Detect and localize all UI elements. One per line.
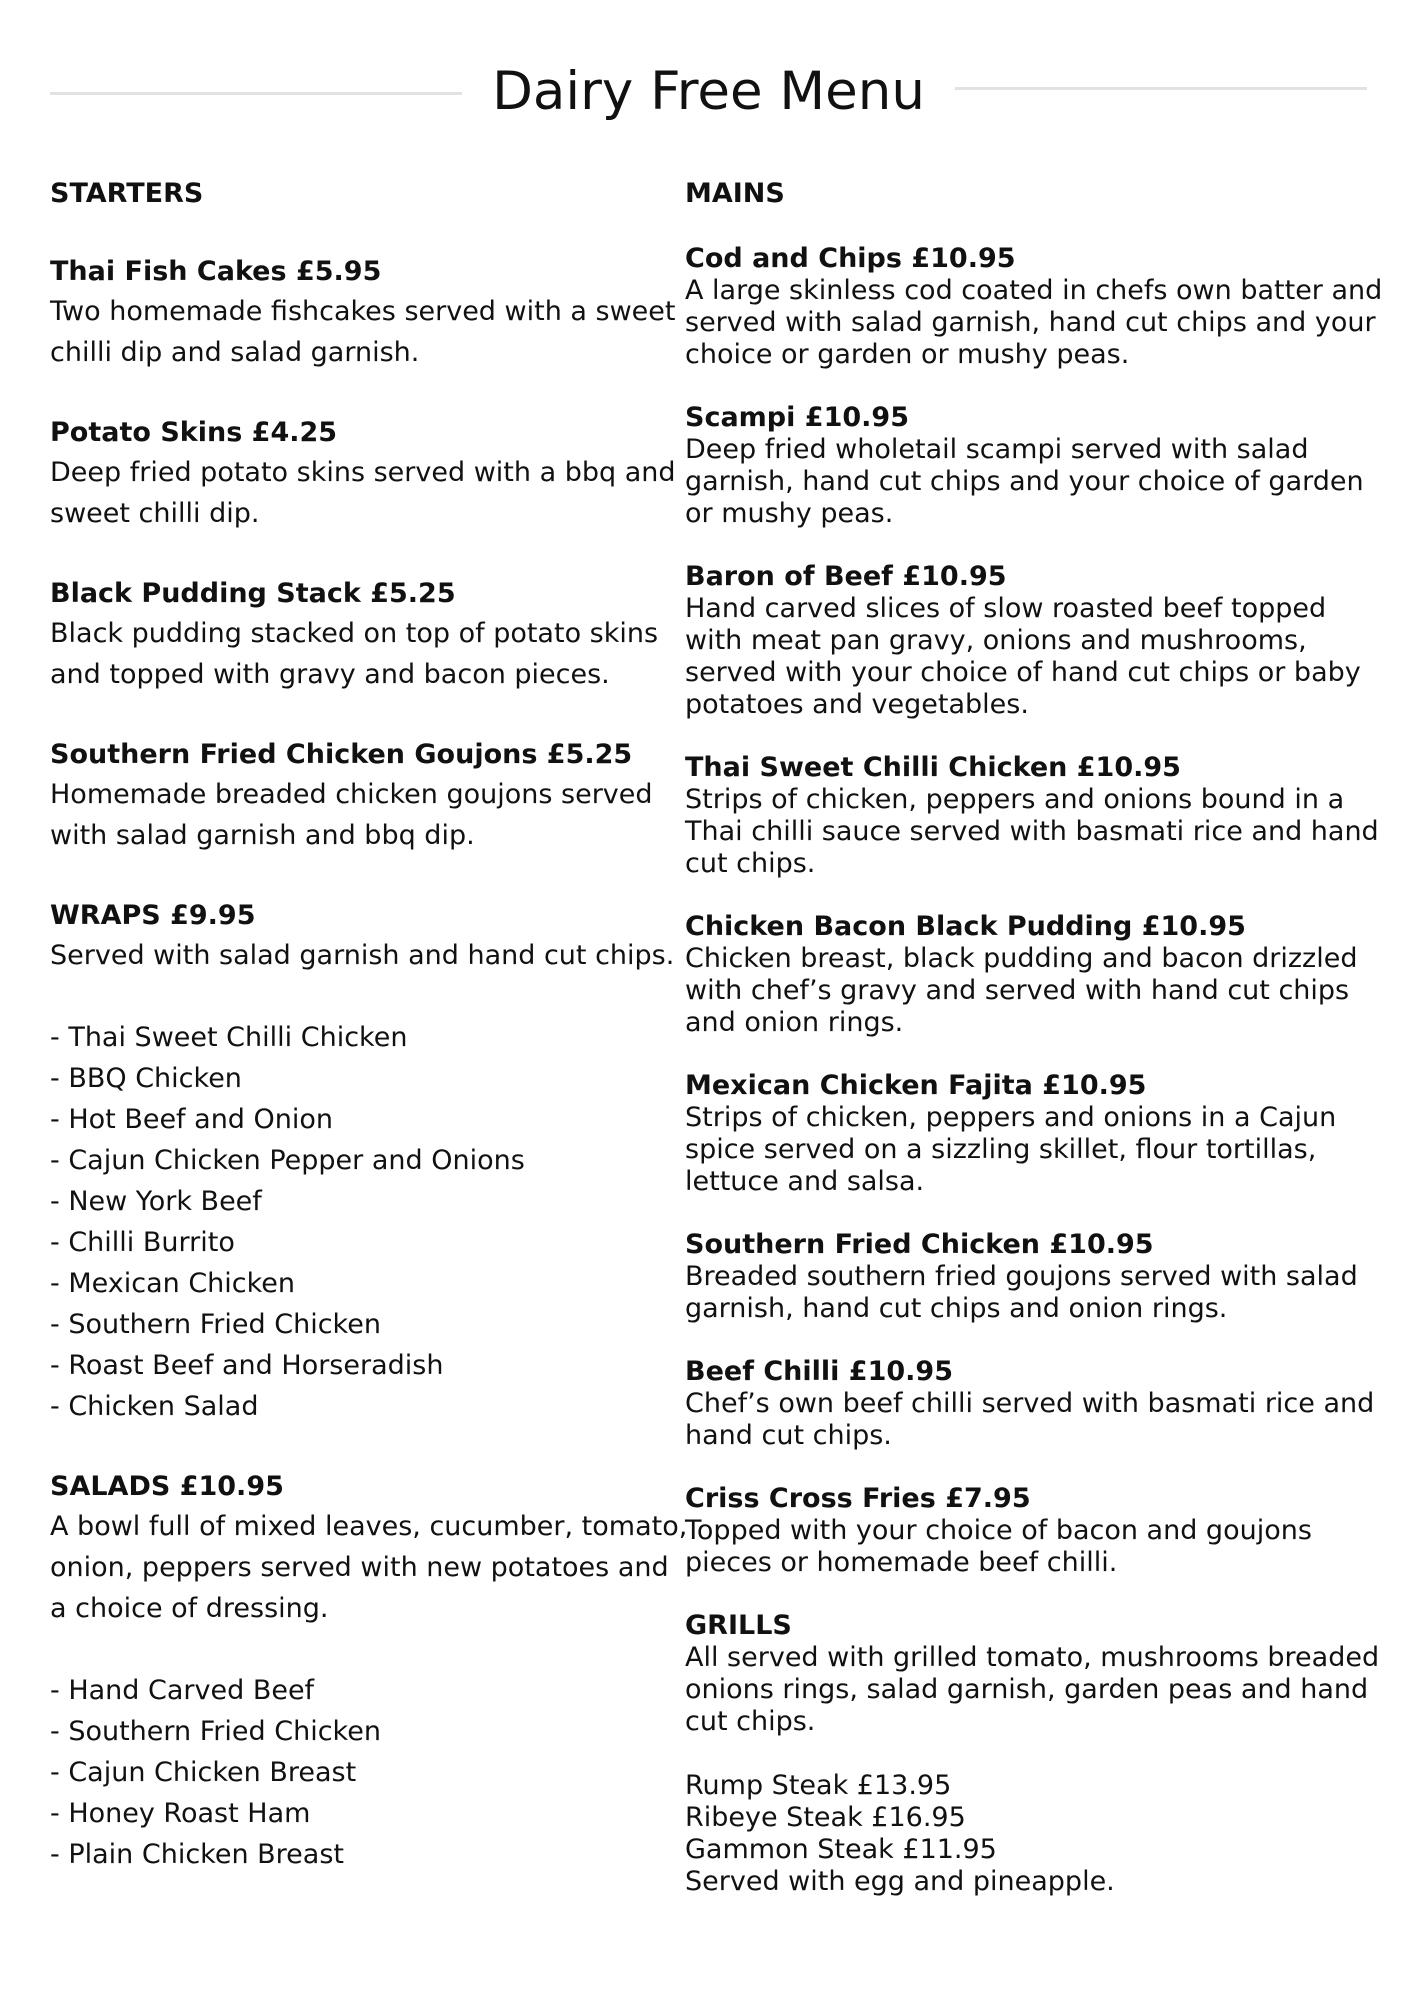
salads-heading: SALADS £10.95 — [50, 1471, 284, 1502]
grills-options — [685, 1770, 1385, 1898]
list-item: - Southern Fried Chicken — [50, 1309, 381, 1340]
menu-item — [50, 253, 690, 373]
item-description: Homemade breaded chicken goujons served with salad garnish and bbq dip. — [50, 779, 653, 851]
item-description: Topped with your choice of bacon and goujons pieces or homemade beef chilli. — [685, 1515, 1312, 1578]
item-name: Southern Fried Chicken £10.95 — [685, 1229, 1154, 1260]
grills-section — [685, 1610, 1385, 1898]
menu-item — [685, 1229, 1385, 1325]
list-item: - New York Beef — [50, 1186, 262, 1217]
wraps-options — [50, 1017, 690, 1427]
mains-heading: MAINS — [685, 178, 785, 209]
menu-item — [685, 752, 1385, 880]
list-item: Ribeye Steak £16.95 — [685, 1802, 966, 1833]
item-description: Strips of chicken, peppers and onions in a Cajun spice served on a sizzling skillet, flour tortillas, lettuce and salsa. — [685, 1102, 1337, 1197]
salads-description: A bowl full of mixed leaves, cucumber, tomato, onion, peppers served with new potatoes and a choice of dressing. — [50, 1511, 688, 1624]
item-description: A large skinless cod coated in chefs own batter and served with salad garnish, hand cut chips and your choice or garden or mushy peas. — [685, 275, 1383, 370]
item-name: Mexican Chicken Fajita £10.95 — [685, 1070, 1147, 1101]
item-name: Thai Sweet Chilli Chicken £10.95 — [685, 752, 1181, 783]
list-item: Rump Steak £13.95 — [685, 1770, 952, 1801]
menu-item — [50, 414, 690, 534]
grills-heading: GRILLS — [685, 1610, 792, 1641]
item-description: Chef’s own beef chilli served with basmati rice and hand cut chips. — [685, 1388, 1375, 1451]
item-description: Deep fried potato skins served with a bbq and sweet chilli dip. — [50, 457, 676, 529]
item-description: Two homemade fishcakes served with a sweet chilli dip and salad garnish. — [50, 296, 676, 368]
menu-header — [0, 52, 1414, 132]
list-item: - Mexican Chicken — [50, 1268, 296, 1299]
list-item: - Cajun Chicken Breast — [50, 1757, 357, 1788]
menu-item — [50, 575, 690, 695]
right-column — [685, 175, 1385, 1898]
item-name: Thai Fish Cakes £5.95 — [50, 256, 382, 287]
list-item: Gammon Steak £11.95 — [685, 1834, 997, 1865]
title-rule-left — [50, 92, 462, 95]
salads-section — [50, 1468, 690, 1875]
page-title: Dairy Free Menu — [492, 61, 925, 122]
salads-options — [50, 1670, 690, 1875]
list-item: - BBQ Chicken — [50, 1063, 242, 1094]
item-name: Black Pudding Stack £5.25 — [50, 578, 456, 609]
list-item: - Chicken Salad — [50, 1391, 259, 1422]
list-item: - Hot Beef and Onion — [50, 1104, 334, 1135]
menu-item — [685, 243, 1385, 371]
list-item: - Hand Carved Beef — [50, 1675, 315, 1706]
item-name: Scampi £10.95 — [685, 402, 909, 433]
list-item: - Thai Sweet Chilli Chicken — [50, 1022, 408, 1053]
item-name: Criss Cross Fries £7.95 — [685, 1483, 1031, 1514]
item-name: Beef Chilli £10.95 — [685, 1356, 953, 1387]
menu-item — [685, 402, 1385, 530]
item-description: Chicken breast, black pudding and bacon drizzled with chef’s gravy and served with hand cut chips and onion rings. — [685, 943, 1358, 1038]
wraps-section — [50, 897, 690, 1427]
list-item: - Southern Fried Chicken — [50, 1716, 381, 1747]
wraps-description: Served with salad garnish and hand cut chips. — [50, 940, 675, 971]
list-item: - Honey Roast Ham — [50, 1798, 311, 1829]
list-item: - Chilli Burrito — [50, 1227, 235, 1258]
menu-item — [685, 1070, 1385, 1198]
menu-item — [685, 1483, 1385, 1579]
title-rule-right — [955, 87, 1367, 90]
item-description: Breaded southern fried goujons served with salad garnish, hand cut chips and onion rings. — [685, 1261, 1358, 1324]
item-description: Black pudding stacked on top of potato skins and topped with gravy and bacon pieces. — [50, 618, 659, 690]
left-column — [50, 175, 690, 1875]
item-name: Baron of Beef £10.95 — [685, 561, 1007, 592]
item-description: Deep fried wholetail scampi served with salad garnish, hand cut chips and your choice of garden or mushy peas. — [685, 434, 1364, 529]
menu-item — [685, 561, 1385, 721]
wraps-heading: WRAPS £9.95 — [50, 900, 256, 931]
item-name: Chicken Bacon Black Pudding £10.95 — [685, 911, 1246, 942]
menu-item — [685, 911, 1385, 1039]
list-item: - Cajun Chicken Pepper and Onions — [50, 1145, 525, 1176]
item-name: Southern Fried Chicken Goujons £5.25 — [50, 739, 633, 770]
menu-item — [50, 736, 690, 856]
starters-heading: STARTERS — [50, 178, 204, 209]
item-description: Strips of chicken, peppers and onions bound in a Thai chilli sauce served with basmati rice and hand cut chips. — [685, 784, 1379, 879]
item-name: Cod and Chips £10.95 — [685, 243, 1016, 274]
item-name: Potato Skins £4.25 — [50, 417, 338, 448]
list-item: - Plain Chicken Breast — [50, 1839, 344, 1870]
list-item: Served with egg and pineapple. — [685, 1866, 1115, 1897]
menu-item — [685, 1356, 1385, 1452]
grills-description: All served with grilled tomato, mushrooms breaded onions rings, salad garnish, garden peas and hand cut chips. — [685, 1642, 1380, 1737]
item-description: Hand carved slices of slow roasted beef topped with meat pan gravy, onions and mushrooms, served with your choice of hand cut chips or baby potatoes and vegetables. — [685, 593, 1361, 720]
list-item: - Roast Beef and Horseradish — [50, 1350, 444, 1381]
